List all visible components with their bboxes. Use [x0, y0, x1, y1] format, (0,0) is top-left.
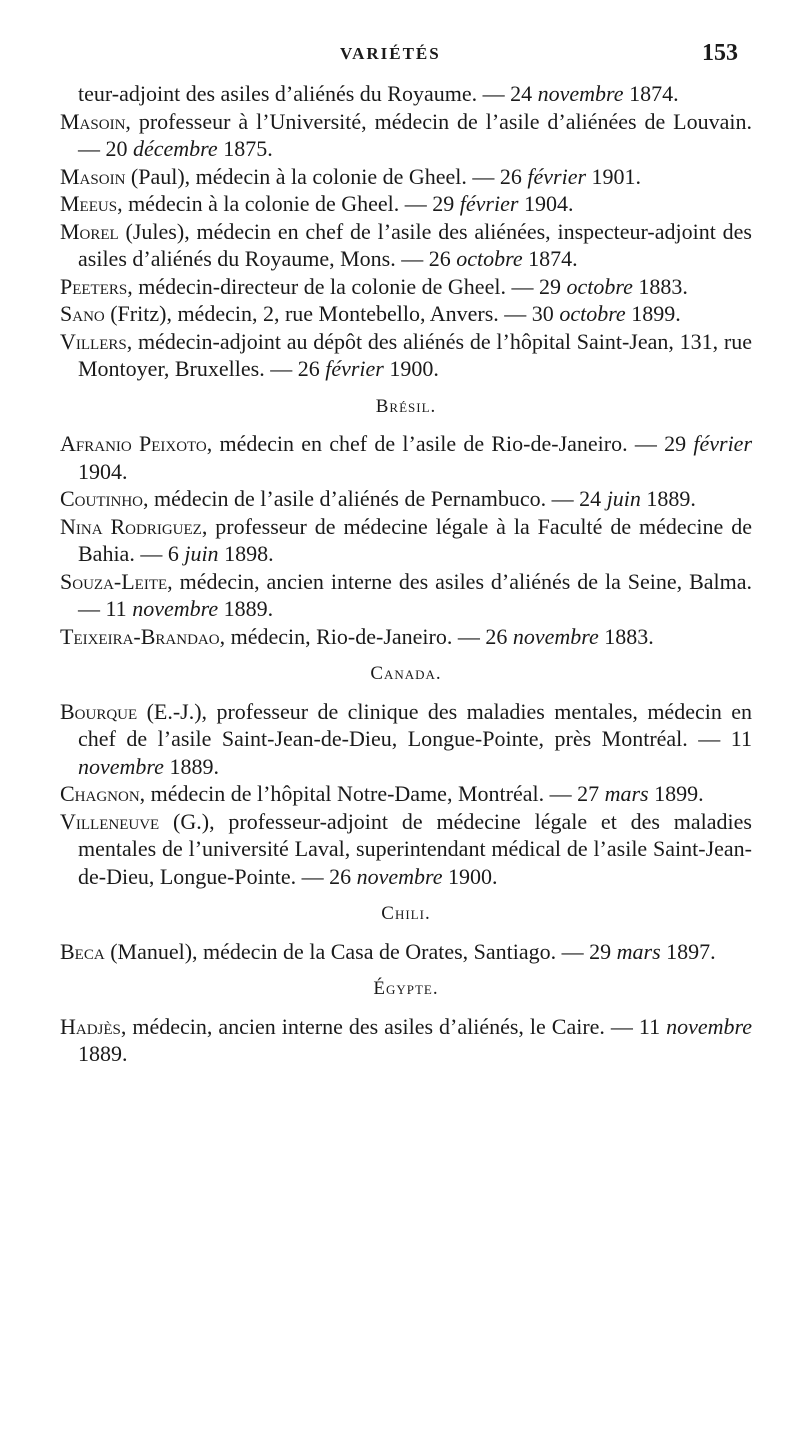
- entry-tail: 1883.: [598, 623, 654, 649]
- entry-month: novembre: [78, 753, 164, 779]
- entry-tail: 1900.: [383, 356, 439, 381]
- entry-name: Sano: [60, 301, 105, 326]
- entry-text: , médecin, Rio-de-Janeiro. — 26: [219, 623, 513, 649]
- entry-tail: 1904.: [518, 191, 574, 216]
- entry-name: Hadjès: [60, 1013, 121, 1039]
- entry-text: (G.), professeur-adjoint de médecine légale et des maladies mentales de l’université Laval, superintendant médical de l’asile Saint-Jean-de-Dieu, Longue-Pointe. — 26: [78, 808, 752, 889]
- entry-text: , médecin à la colonie de Gheel. — 29: [117, 191, 460, 216]
- entry-name: Masoin: [60, 163, 126, 189]
- entry-name: Coutinho: [60, 486, 143, 511]
- directory-entry: [60, 218, 752, 273]
- entry-tail: 1889.: [218, 596, 274, 621]
- entry-tail: 1904.: [78, 458, 128, 484]
- entry-text: (Paul), médecin à la colonie de Gheel. — 26: [125, 163, 528, 189]
- entry-month: mars: [604, 781, 649, 806]
- entry-name: Nina Rodriguez: [60, 513, 202, 539]
- page-header: [0, 40, 800, 74]
- entry-month: février: [459, 191, 519, 216]
- entry-text: , médecin en chef de l’asile de Rio-de-Janeiro. — 29: [206, 431, 694, 456]
- directory-entry: [60, 938, 752, 966]
- entry-month: juin: [606, 486, 641, 511]
- entry-tail: 1898.: [218, 541, 274, 566]
- entry-text: , professeur de médecine légale à la Faculté de médecine de Bahia. — 6: [78, 513, 752, 566]
- entry-text: , médecin, ancien interne des asiles d’aliénés de la Seine, Balma. — 11: [78, 568, 752, 621]
- directory-entry: [60, 430, 752, 485]
- entry-name: Chagnon: [60, 781, 140, 806]
- directory-entry: [60, 780, 752, 808]
- entry-month: février: [527, 163, 587, 189]
- entry-tail: 1900.: [442, 863, 498, 889]
- entry-text: , médecin-directeur de la colonie de Gheel. — 29: [127, 273, 567, 299]
- entry-month: novembre: [666, 1013, 752, 1039]
- page-body: [60, 80, 752, 1068]
- entry-tail: 1897.: [660, 938, 716, 964]
- section-heading: Égypte.: [373, 978, 439, 999]
- directory-entry: [60, 808, 752, 891]
- directory-entry: [60, 163, 752, 191]
- continued-entry: [60, 80, 752, 108]
- entry-text: (Fritz), médecin, 2, rue Montebello, Anvers. — 30: [104, 301, 560, 326]
- entry-text: (Manuel), médecin de la Casa de Orates, Santiago. — 29: [104, 938, 617, 964]
- entry-text: (E.-J.), professeur de clinique des maladies mentales, médecin en chef de l’asile Saint-Jean-de-Dieu, Longue-Pointe, près Montréal. — 11: [78, 698, 752, 751]
- entry-name: Meeus: [60, 191, 118, 216]
- entry-text: , médecin de l’asile d’aliénés de Pernambuco. — 24: [143, 486, 607, 511]
- directory-entry: [60, 328, 752, 383]
- entry-name: Peeters: [60, 273, 128, 299]
- entry-tail: 1901.: [586, 163, 642, 189]
- directory-entry: [60, 300, 752, 328]
- entry-groups: [60, 108, 752, 1068]
- directory-entry: [60, 485, 752, 513]
- section-heading: Chili.: [381, 903, 431, 924]
- entry-text: , médecin, ancien interne des asiles d’aliénés, le Caire. — 11: [120, 1013, 667, 1039]
- directory-entry: [60, 108, 752, 163]
- page-number: 153: [702, 40, 738, 66]
- entry-name: Masoin: [60, 108, 126, 134]
- entry-text: (Jules), médecin en chef de l’asile des aliénées, inspecteur-adjoint des asiles d’aliénés du Royaume, Mons. — 26: [78, 218, 752, 271]
- directory-entry: [60, 568, 752, 623]
- entry-month: février: [693, 431, 753, 456]
- entry-month: novembre: [512, 623, 599, 649]
- entry-tail: 1889.: [640, 486, 696, 511]
- entry-month: novembre: [356, 863, 443, 889]
- section-heading: Brésil.: [375, 395, 437, 417]
- entry-month: décembre: [133, 136, 218, 161]
- entry-month: juin: [184, 541, 219, 566]
- directory-entry: [60, 190, 752, 218]
- entry-name: Afranio Peixoto: [60, 431, 207, 456]
- entry-text: , médecin de l’hôpital Notre-Dame, Montréal. — 27: [139, 781, 605, 806]
- entry-month: octobre: [456, 246, 523, 271]
- running-title: VARIÉTÉS: [340, 44, 441, 63]
- entry-name: Morel: [60, 218, 119, 244]
- entry-text: , médecin-adjoint au dépôt des aliénés de l’hôpital Saint-Jean, 131, rue Montoyer, Bruxelles. — 26: [78, 328, 752, 381]
- entry-name: Villeneuve: [60, 808, 160, 834]
- entry-month: février: [325, 356, 384, 381]
- entry-tail: 1875.: [217, 136, 273, 161]
- directory-entry: [60, 623, 752, 651]
- section-heading: Canada.: [370, 663, 442, 684]
- entry-month: octobre: [559, 301, 626, 326]
- entry-tail: 1899.: [625, 301, 681, 326]
- entry-tail: 1883.: [632, 273, 688, 299]
- entry-tail: 1889.: [78, 1041, 128, 1066]
- entry-tail: 1899.: [648, 781, 704, 806]
- entry-name: Teixeira-Brandao: [60, 623, 220, 649]
- directory-entry: [60, 273, 752, 301]
- entry-month: novembre: [132, 596, 219, 621]
- entry-month: novembre: [537, 81, 624, 106]
- entry-tail: 1874.: [522, 246, 578, 271]
- directory-entry: [60, 698, 752, 781]
- entry-name: Villers: [60, 328, 127, 354]
- entry-name: Bourque: [60, 698, 138, 724]
- directory-entry: [60, 1013, 752, 1068]
- entry-tail: 1889.: [163, 753, 219, 779]
- entry-month: octobre: [566, 273, 633, 299]
- entry-name: Souza-Leite: [60, 568, 168, 594]
- entry-name: Beca: [60, 938, 105, 964]
- entry-tail: 1874.: [623, 81, 679, 106]
- entry-text: , professeur à l’Université, médecin de l’asile d’aliénées de Louvain. — 20: [78, 108, 752, 161]
- directory-entry: [60, 513, 752, 568]
- entry-month: mars: [616, 938, 661, 964]
- entry-text: teur-adjoint des asiles d’aliénés du Royaume. — 24: [78, 81, 538, 106]
